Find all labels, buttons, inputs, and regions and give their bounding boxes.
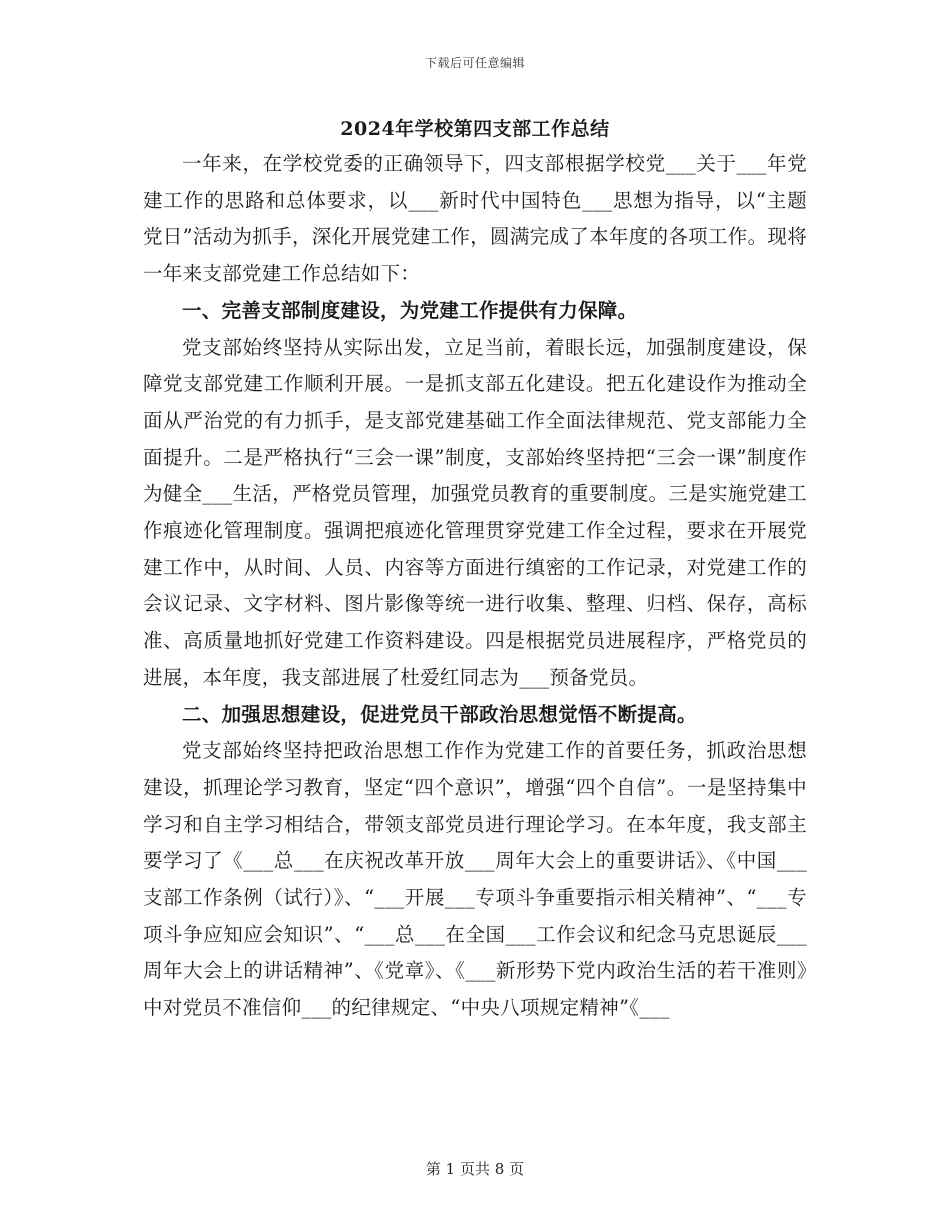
section-heading-1: 一、完善支部制度建设，为党建工作提供有力保障。 — [182, 298, 638, 322]
page-footer: 第 1 页共 8 页 — [425, 1160, 525, 1178]
document-body — [143, 146, 807, 1027]
section-heading-2: 二、加强思想建设，促进党员干部政治思想觉悟不断提高。 — [182, 702, 697, 726]
header-note: 下载后可任意编辑 — [424, 56, 525, 70]
section-2-paragraph: 党支部始终坚持把政治思想工作作为党建工作的首要任务，抓政治思想建设，抓理论学习教育，坚定“四个意识”，增强“四个自信”。一是坚持集中学习和自主学习相结合，带领支部党员进行理论学习。在本年度，我支部主要学习了《___总___在庆祝改革开放___周年大会上的重要讲话》、《中国___支部工作条例（试行）》、“___开展___专项斗争重要指示相关精神”、“___专项斗争应知应会知识”、“___总___在全国___工作会议和纪念马克思诞辰___周年大会上的讲话精神”、《党章》、《___新形势下党内政治生活的若干准则》中对党员不准信仰___的纪律规定、“中央八项规定精神”《___ — [143, 739, 807, 1020]
section-1-paragraph: 党支部始终坚持从实际出发，立足当前，着眼长远，加强制度建设，保障党支部党建工作顺利开展。一是抓支部五化建设。把五化建设作为推动全面从严治党的有力抓手，是支部党建基础工作全面法律规范、党支部能力全面提升。二是严格执行“三会一课”制度，支部始终坚持把“三会一课”制度作为健全___生活，严格党员管理，加强党员教育的重要制度。三是实施党建工作痕迹化管理制度。强调把痕迹化管理贯穿党建工作全过程，要求在开展党建工作中，从时间、人员、内容等方面进行缜密的工作记录，对党建工作的会议记录、文字材料、图片影像等统一进行收集、整理、归档、保存，高标准、高质量地抓好党建工作资料建设。四是根据党员进展程序，严格党员的进展，本年度，我支部进展了杜爱红同志为___预备党员。 — [143, 335, 807, 689]
document-title: 2024年学校第四支部工作总结 — [340, 118, 610, 140]
intro-paragraph: 一年来，在学校党委的正确领导下，四支部根据学校党___关于___年党建工作的思路和总体要求，以___新时代中国特色___思想为指导，以“主题党日”活动为抓手，深化开展党建工作，圆满完成了本年度的各项工作。现将一年来支部党建工作总结如下： — [143, 152, 807, 286]
